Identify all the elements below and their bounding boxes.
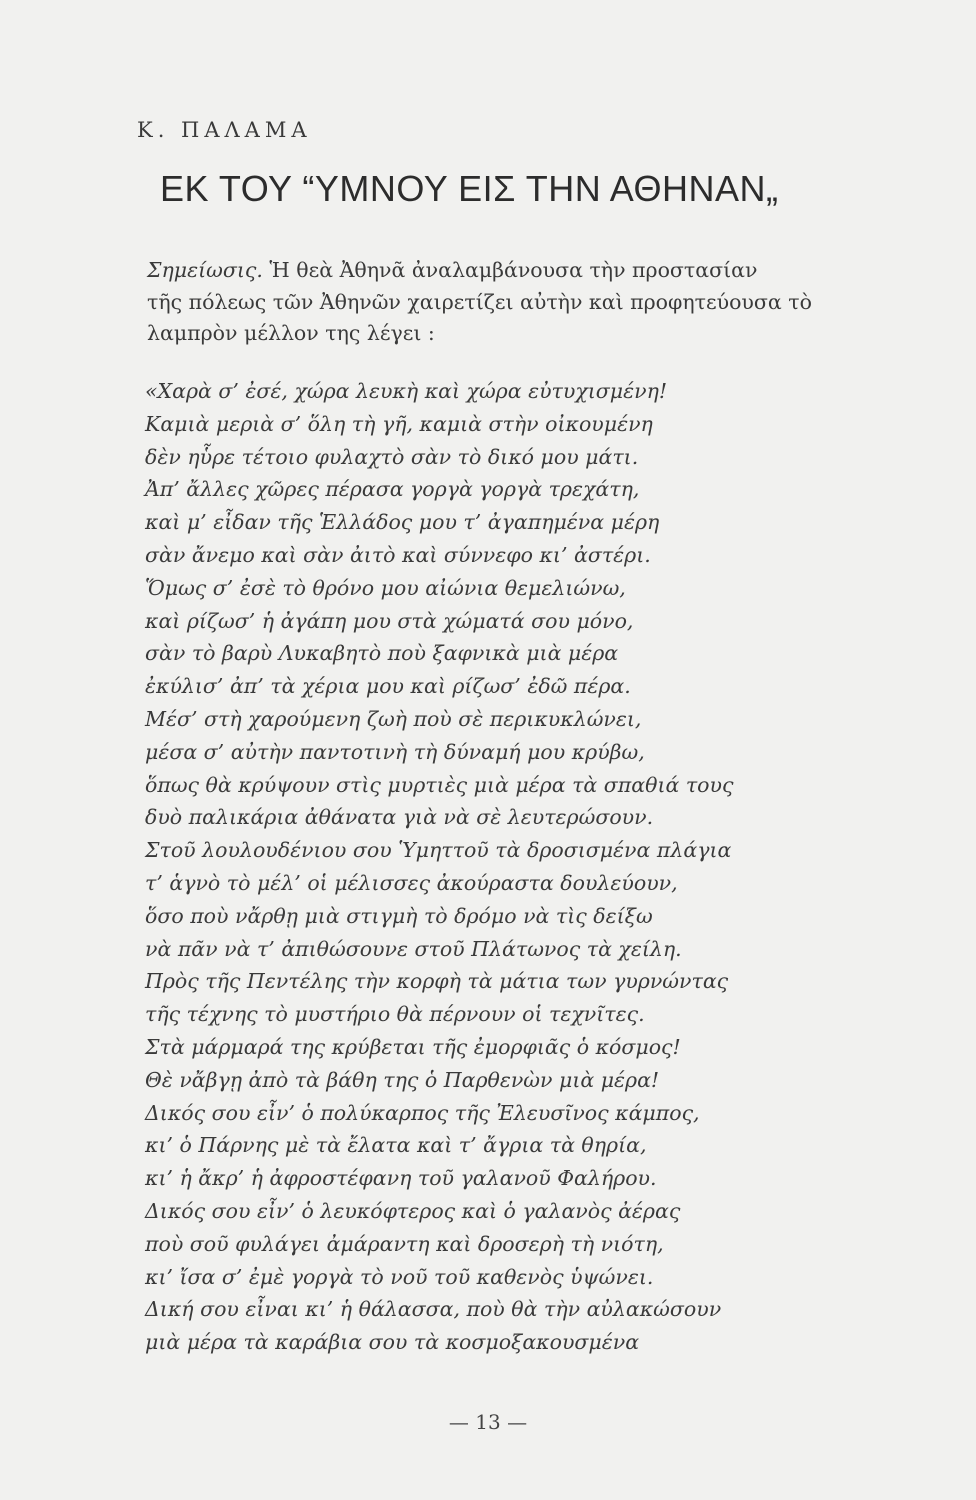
page-number: — 13 —	[448, 1410, 528, 1434]
author-name: Κ. ΠΑΛΑΜΑ	[137, 118, 312, 142]
poem-line: μέσα σ’ αὐτὴν παντοτινὴ τὴ δύναμή μου κρύβω,	[145, 739, 645, 764]
note-line-1	[147, 255, 857, 287]
poem-line: καὶ ρίζωσ’ ἡ ἀγάπη μου στὰ χώματά σου μόνο,	[145, 608, 634, 633]
poem-title: ΕΚ ΤΟΥ “ΥΜΝΟΥ ΕΙΣ ΤΗΝ ΑΘΗΝΑΝ„	[160, 168, 779, 209]
poem-line: κι’ ἴσα σ’ ἐμὲ γοργὰ τὸ νοῦ τοῦ καθενὸς ὑψώνει.	[145, 1264, 654, 1289]
poem-line: σὰν ἄνεμο καὶ σὰν ἀιτὸ καὶ σύννεφο κι’ ἀστέρι.	[145, 542, 651, 567]
editorial-note	[147, 255, 857, 350]
note-line-3: λαμπρὸν μέλλον της λέγει :	[147, 321, 435, 345]
poem-body	[145, 375, 865, 1359]
poem-line: Δικός σου εἶν’ ὁ λευκόφτερος καὶ ὁ γαλανὸς ἀέρας	[145, 1198, 681, 1223]
poem-line: Δικός σου εἶν’ ὁ πολύκαρπος τῆς Ἐλευσῖνος κάμπος,	[145, 1100, 700, 1125]
poem-line: Καμιὰ μεριὰ σ’ ὅλη τὴ γῆ, καμιὰ στὴν οἰκουμένη	[145, 411, 653, 436]
poem-line: Στοῦ λουλουδένιου σου Ὑμηττοῦ τὰ δροσισμένα πλάγια	[145, 838, 732, 863]
poem-line: καὶ μ’ εἶδαν τῆς Ἑλλάδος μου τ’ ἀγαπημένα μέρη	[145, 510, 660, 535]
poem-line: ἐκύλισ’ ἀπ’ τὰ χέρια μου καὶ ρίζωσ’ ἐδῶ πέρα.	[145, 674, 631, 699]
poem-line: δυὸ παλικάρια ἀθάνατα γιὰ νὰ σὲ λευτερώσουν.	[145, 805, 654, 830]
poem-line: νὰ πᾶν νὰ τ’ ἀπιθώσουνε στοῦ Πλάτωνος τὰ χείλη.	[145, 936, 682, 961]
poem-line: ποὺ σοῦ φυλάγει ἀμάραντη καὶ δροσερὴ τὴ νιότη,	[145, 1231, 664, 1256]
note-line-1-text: Ἡ θεὰ Ἀθηνᾶ ἀναλαμβάνουσα τὴν προστασίαν	[262, 258, 758, 282]
poem-line: Δική σου εἶναι κι’ ἡ θάλασσα, ποὺ θὰ τὴν αὐλακώσουν	[145, 1297, 722, 1322]
note-line-2: τῆς πόλεως τῶν Ἀθηνῶν χαιρετίζει αὐτὴν καὶ προφητεύουσα τὸ	[147, 289, 812, 314]
poem-line: «Χαρὰ σ’ ἐσέ, χώρα λευκὴ καὶ χώρα εὐτυχισμένη!	[145, 379, 668, 403]
poem-line: Μέσ’ στὴ χαρούμενη ζωὴ ποὺ σὲ περικυκλώνει,	[145, 706, 642, 731]
poem-line: μιὰ μέρα τὰ καράβια σου τὰ κοσμοξακουσμένα	[145, 1330, 640, 1355]
poem-line: ὅπως θὰ κρύψουν στὶς μυρτιὲς μιὰ μέρα τὰ σπαθιά τους	[145, 772, 734, 797]
poem-line: τῆς τέχνης τὸ μυστήριο θὰ πέρνουν οἱ τεχνῖτες.	[145, 1002, 645, 1027]
poem-line: Ἀπ’ ἄλλες χῶρες πέρασα γοργὰ γοργὰ τρεχάτη,	[145, 477, 640, 502]
poem-line: ὅσο ποὺ νἄρθῃ μιὰ στιγμὴ τὸ δρόμο νὰ τὶς δείξω	[145, 903, 653, 928]
poem-line: Ὅμως σ’ ἐσὲ τὸ θρόνο μου αἰώνια θεμελιώνω,	[145, 575, 626, 600]
poem-line: κι’ ὁ Πάρνης μὲ τὰ ἔλατα καὶ τ’ ἄγρια τὰ θηρία,	[145, 1133, 647, 1158]
poem-line: Θὲ νἄβγῃ ἀπὸ τὰ βάθη της ὁ Παρθενὼν μιὰ μέρα!	[145, 1067, 660, 1092]
poem-line: κι’ ἡ ἄκρ’ ἡ ἀφροστέφανη τοῦ γαλανοῦ Φαλήρου.	[145, 1166, 657, 1191]
note-label: Σημείωσις.	[147, 258, 263, 282]
poem-line: Πρὸς τῆς Πεντέλης τὴν κορφὴ τὰ μάτια των γυρνώντας	[145, 969, 729, 994]
poem-line: δὲν ηὗρε τέτοιο φυλαχτὸ σὰν τὸ δικό μου μάτι.	[145, 444, 639, 469]
poem-line: Στὰ μάρμαρά της κρύβεται τῆς ἐμορφιᾶς ὁ κόσμος!	[145, 1034, 681, 1059]
poem-line: σὰν τὸ βαρὺ Λυκαβητὸ ποὺ ξαφνικὰ μιὰ μέρα	[145, 641, 619, 666]
poem-line: τ’ ἁγνὸ τὸ μέλ’ οἱ μέλισσες ἀκούραστα δουλεύουν,	[145, 870, 678, 895]
